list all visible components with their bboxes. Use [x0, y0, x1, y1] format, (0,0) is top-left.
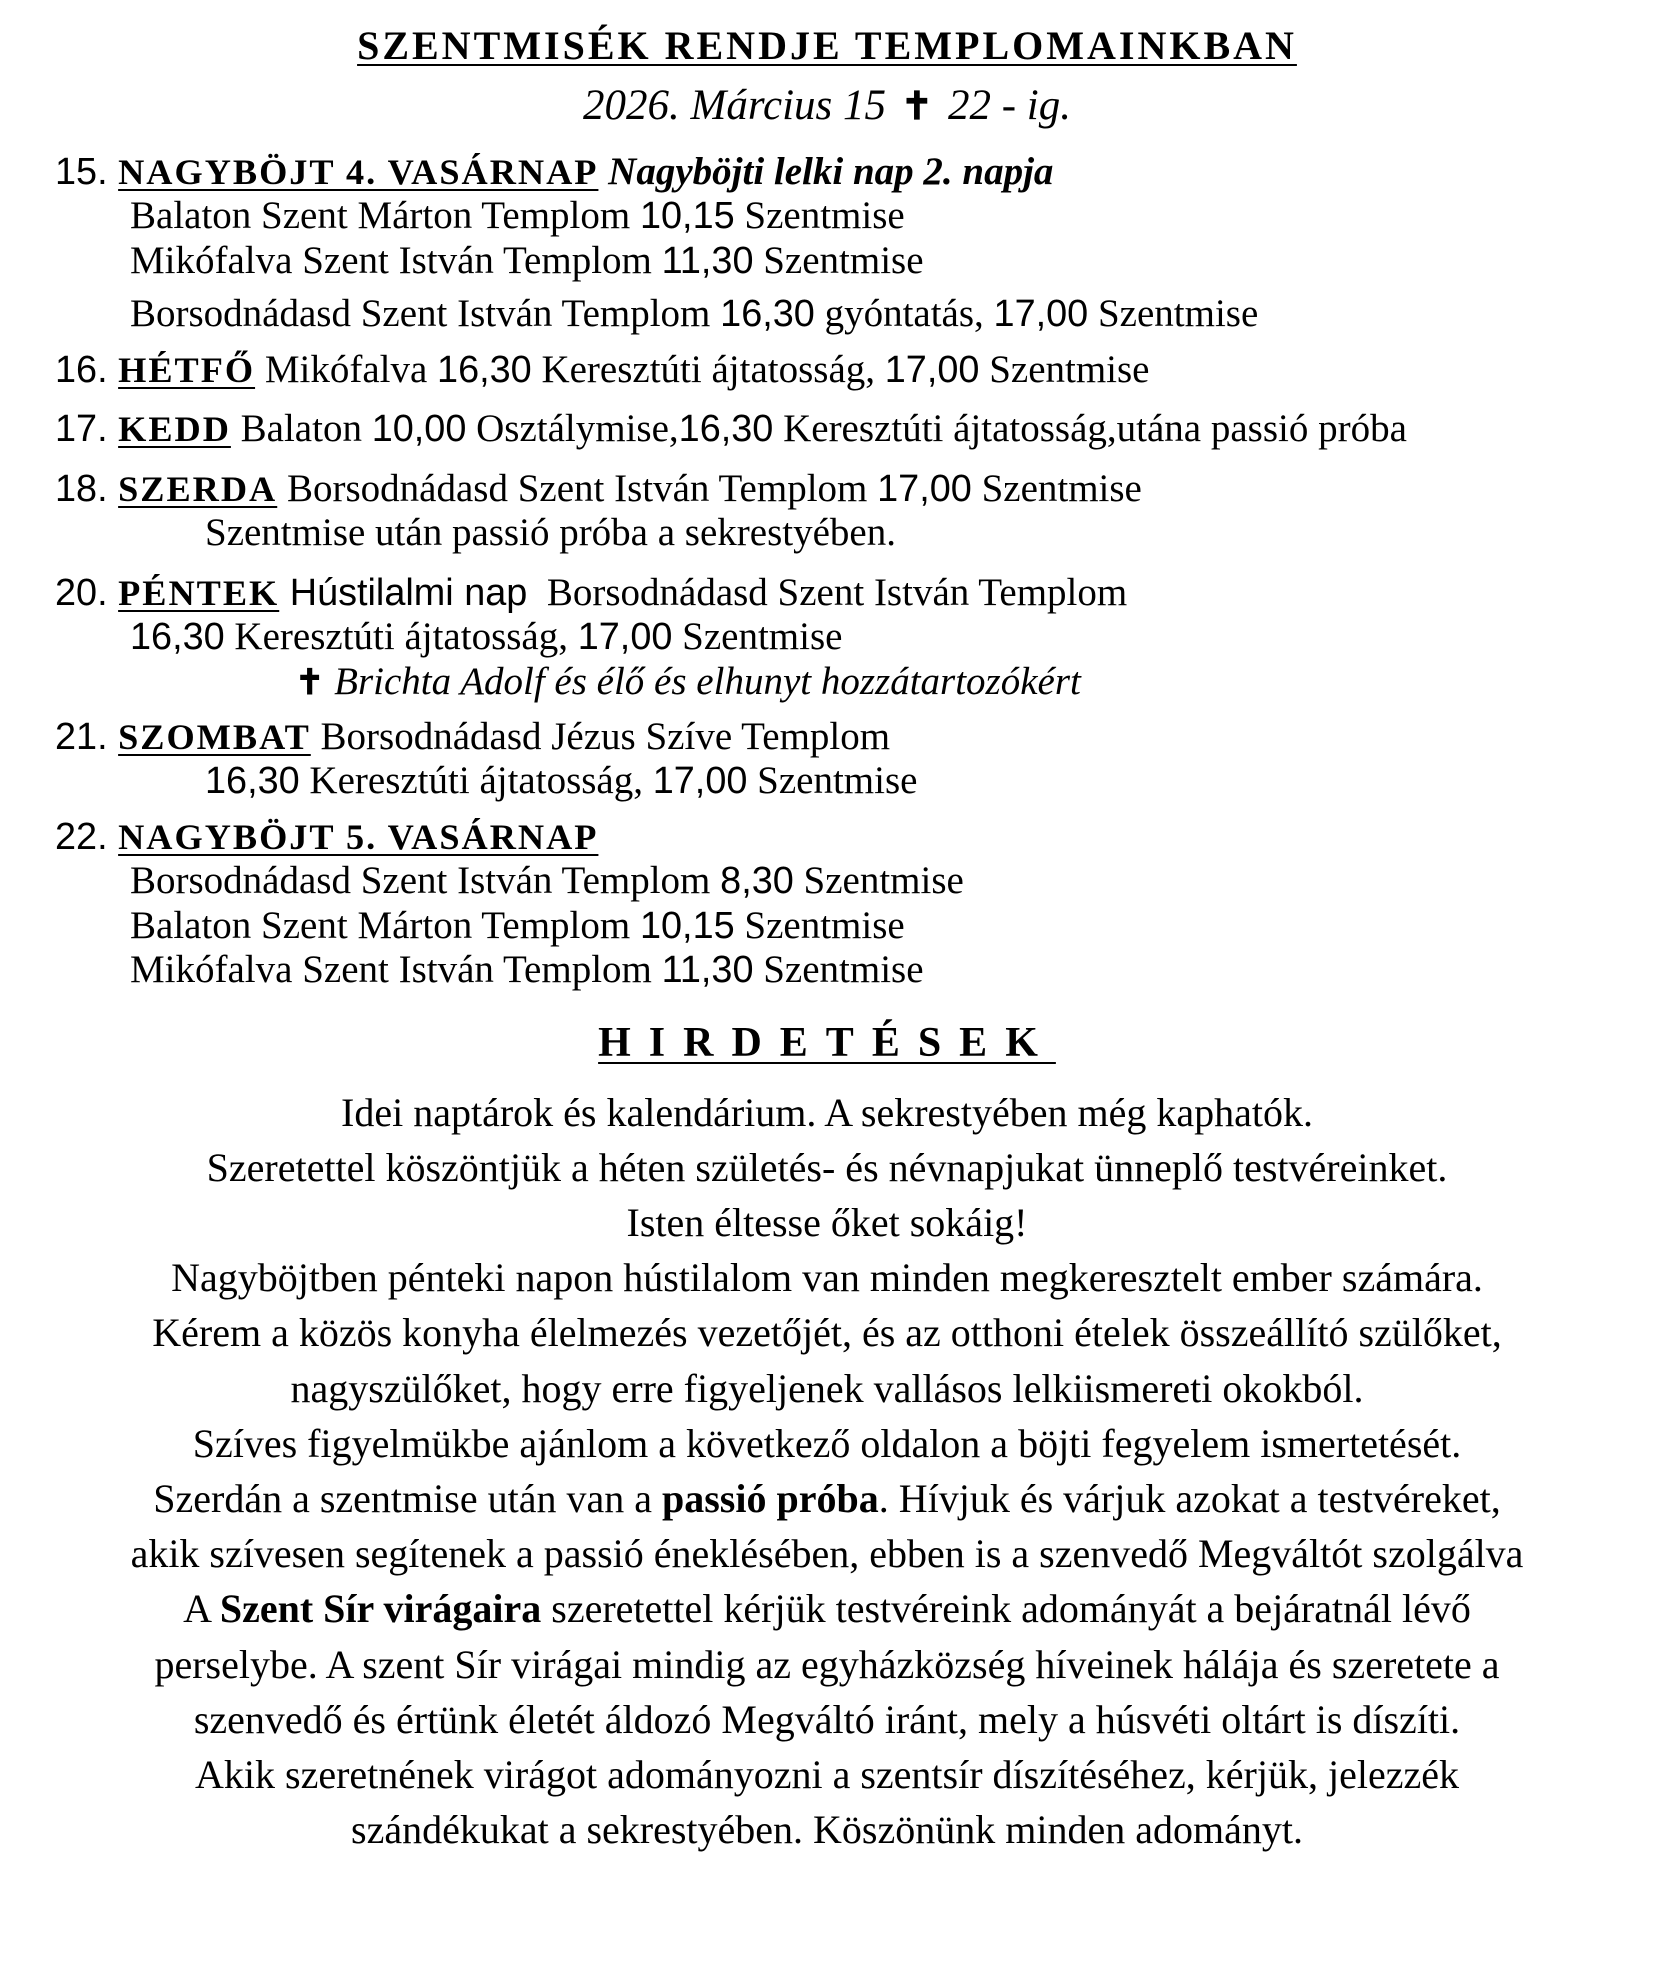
text-run: Nagyböjtben pénteki napon hústilalom van minden megkeresztelt ember számára. [171, 1255, 1483, 1301]
text-run: 10,15 [639, 195, 735, 238]
announcement-line [55, 1250, 1599, 1305]
text-run: 17,00 [884, 348, 980, 391]
text-run: 10,00 [371, 408, 467, 451]
announcement-line [55, 1581, 1599, 1636]
text-run: Szerdán a szentmise után van a [153, 1476, 662, 1522]
announcement-line [55, 1471, 1599, 1526]
schedule-line [55, 150, 1599, 194]
text-run: Borsodnádasd Szent István Templom [130, 859, 721, 903]
text-run: 20. [55, 571, 119, 614]
document-title: SZENTMISÉK RENDJE TEMPLOMAINKBAN [357, 23, 1297, 68]
text-run: Keresztúti ájtatosság, [531, 347, 885, 391]
cross-icon: ✝ [295, 662, 325, 702]
text-run: 8,30 [720, 860, 794, 903]
schedule-line [55, 239, 1599, 283]
text-run: Akik szeretnének virágot adományozni a szentsír díszítéséhez, kérjük, jelezzék [195, 1751, 1459, 1797]
text-run: Szentmise [747, 759, 918, 803]
text-run: Szentmise után passió próba a sekrestyében. [205, 511, 896, 555]
announcement-line [55, 1747, 1599, 1802]
text-run: Borsodnádasd Szent István Templom [277, 466, 878, 510]
announcement-line [55, 1637, 1599, 1692]
schedule-line [55, 292, 1599, 336]
text-run: Mikófalva [255, 347, 438, 391]
text-run: Idei naptárok és kalendárium. A sekrestyében még kaphatók. [341, 1089, 1313, 1135]
text-run: Isten éltesse őket sokáig! [626, 1200, 1028, 1246]
text-run: . Hívjuk és várjuk azokat a testvéreket, [878, 1476, 1501, 1522]
text-run: Szentmise [979, 347, 1150, 391]
announcement-line [55, 1361, 1599, 1416]
text-run: NAGYBÖJT 5. VASÁRNAP [118, 816, 599, 857]
announcement-line [55, 1195, 1599, 1250]
text-run: Szentmise [734, 903, 905, 947]
text-run: Szentmise [734, 194, 905, 238]
text-run: Kérem a közös konyha élelmezés vezetőjét, és az otthoni ételek összeállító szülőket, [152, 1310, 1502, 1356]
schedule-line [55, 194, 1599, 238]
schedule-line [55, 660, 1599, 704]
text-run: szenvedő és értünk életét áldozó Megváltó iránt, mely a húsvéti oltárt is díszíti. [193, 1696, 1461, 1742]
text-run: 16,30 [205, 760, 300, 803]
text-run: 16. [55, 348, 119, 391]
text-run: Balaton [230, 407, 372, 451]
schedule-line [55, 815, 1599, 859]
text-run: nagyszülőket, hogy erre figyeljenek vallásos lelkiismereti okokból. [290, 1365, 1364, 1411]
text-run: Mikófalva Szent István Templom [130, 948, 662, 992]
schedule-line [55, 511, 1599, 555]
text-run: A [183, 1586, 220, 1632]
schedule-line [55, 715, 1599, 759]
text-run: 11,30 [661, 239, 754, 282]
text-run: 16,30 [130, 616, 225, 659]
schedule-line [55, 407, 1599, 451]
schedule-line [55, 571, 1599, 615]
text-run: 16,30 [720, 293, 815, 336]
text-run: Szentmise [672, 615, 843, 659]
text-run: SZERDA [118, 468, 278, 509]
schedule-line [55, 859, 1599, 903]
text-run: szándékukat a sekrestyében. Köszönünk minden adományt. [351, 1807, 1303, 1853]
text-run: Szentmise [793, 859, 964, 903]
announcement-line [55, 1416, 1599, 1471]
text-run: 22. [55, 815, 119, 858]
schedule-line [55, 759, 1599, 803]
cross-icon: ✝ [900, 86, 934, 128]
text-run: Balaton Szent Márton Templom [130, 903, 640, 947]
mass-schedule-list [55, 150, 1599, 993]
text-run: PÉNTEK [118, 572, 280, 613]
text-run: 11,30 [661, 949, 754, 992]
text-run: 21. [55, 715, 119, 758]
text-run: Brichta Adolf és élő és elhunyt hozzátartozókért [324, 659, 1081, 703]
text-run: Szentmise [1088, 292, 1259, 336]
text-run: 15. [55, 151, 119, 193]
date-range-line [55, 81, 1599, 130]
text-run: passió próba [661, 1476, 879, 1522]
announcement-line [55, 1526, 1599, 1581]
text-run: Keresztúti ájtatosság,utána passió próba [773, 407, 1407, 451]
date-range-end: 22 - ig. [947, 82, 1071, 129]
text-run: 17,00 [877, 467, 972, 510]
text-run: Szentmise [971, 466, 1142, 510]
text-run: akik szívesen segítenek a passió éneklésében, ebben is a szenvedő Megváltót szolgálva [130, 1531, 1524, 1577]
schedule-line [55, 467, 1599, 511]
text-run: KEDD [118, 409, 231, 450]
announcement-line [55, 1140, 1599, 1195]
text-run: Borsodnádasd Szent István Templom [130, 292, 721, 336]
text-run: 17,00 [577, 616, 673, 659]
announcements-heading: HIRDETÉSEK [598, 1019, 1056, 1066]
text-run: 17. [55, 408, 119, 451]
text-run: Szíves figyelmükbe ajánlom a következő oldalon a böjti fegyelem ismertetését. [192, 1420, 1462, 1466]
text-run: 17,00 [993, 293, 1089, 336]
schedule-line [55, 904, 1599, 948]
text-run: 17,00 [652, 760, 748, 803]
text-run: Nagyböjti lelki nap 2. napja [598, 150, 1054, 193]
announcements-list [55, 1085, 1599, 1858]
text-run: Keresztúti ájtatosság, [299, 759, 653, 803]
text-run: Osztálymise, [466, 407, 679, 451]
date-range-start: 2026. Március 15 [583, 82, 887, 129]
text-run: Balaton Szent Márton Templom [130, 194, 640, 238]
text-run: szeretettel kérjük testvéreink adományát a bejáratnál lévő [541, 1586, 1471, 1632]
text-run: 16,30 [678, 408, 774, 451]
schedule-line [55, 615, 1599, 659]
text-run: 18. [55, 467, 119, 510]
schedule-line [55, 348, 1599, 392]
text-run: Keresztúti ájtatosság, [224, 615, 578, 659]
text-run: Borsodnádasd Szent István Templom [527, 570, 1128, 614]
text-run: Mikófalva Szent István Templom [130, 238, 662, 282]
text-run: SZOMBAT [118, 716, 311, 757]
text-run: Hústilalmi nap [279, 571, 528, 614]
text-run: HÉTFŐ [118, 349, 256, 390]
announcement-line [55, 1305, 1599, 1360]
text-run: Borsodnádasd Jézus Szíve Templom [310, 714, 891, 758]
text-run: Szentmise [753, 948, 924, 992]
announcement-line [55, 1692, 1599, 1747]
text-run: 16,30 [437, 348, 532, 391]
text-run: Szentmise [753, 238, 924, 282]
text-run: 10,15 [639, 904, 735, 947]
announcement-line [55, 1802, 1599, 1857]
text-run: gyóntatás, [814, 292, 994, 336]
text-run: Szeretettel köszöntjük a héten születés- és névnapjukat ünneplő testvéreinket. [206, 1144, 1448, 1190]
text-run: perselybe. A szent Sír virágai mindig az egyházközség híveinek hálája és szeretete a [154, 1641, 1500, 1687]
text-run: NAGYBÖJT 4. VASÁRNAP [118, 152, 599, 192]
schedule-line [55, 948, 1599, 992]
text-run: Szent Sír virágaira [219, 1586, 542, 1632]
announcement-line [55, 1085, 1599, 1140]
